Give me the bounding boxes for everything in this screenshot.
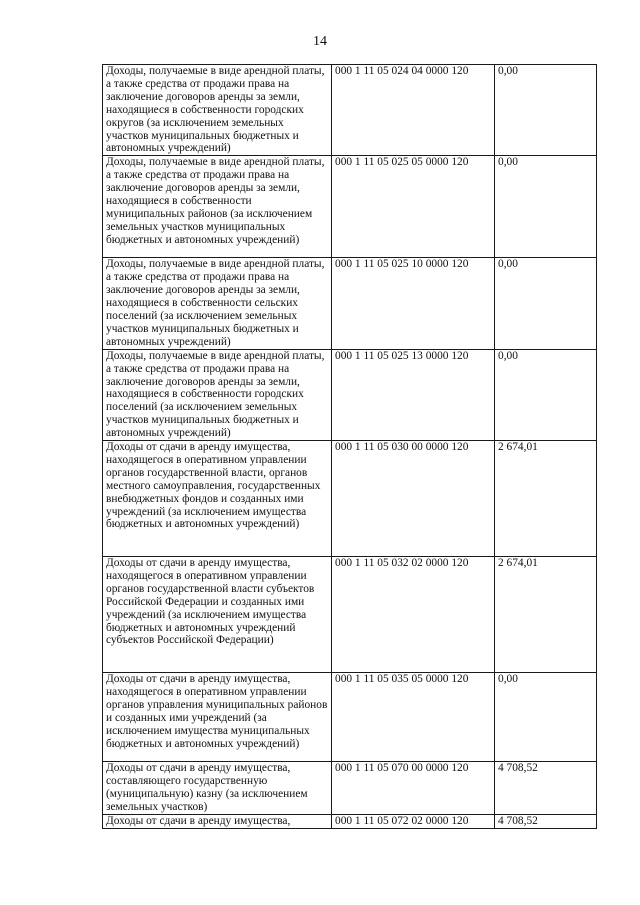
revenue-name-cell: Доходы от сдачи в аренду имущества, bbox=[103, 814, 332, 828]
revenue-name-cell: Доходы от сдачи в аренду имущества, находящегося в оперативном управлении органов управления муниципальных районов и созданных ими учреждений (за исключением имущества муниципальных бюджетных и автономных учреждений) bbox=[103, 673, 332, 762]
amount-cell: 0,00 bbox=[495, 65, 597, 156]
amount-cell: 0,00 bbox=[495, 156, 597, 258]
table-row bbox=[103, 441, 597, 557]
amount-cell: 0,00 bbox=[495, 349, 597, 440]
page-number: 14 bbox=[313, 34, 327, 49]
revenue-name-cell: Доходы от сдачи в аренду имущества, находящегося в оперативном управлении органов государственной власти субъектов Российской Федерации и созданных ими учреждений (за исключением имущества бюджетных и автономных учреждений субъектов Российской Федерации) bbox=[103, 557, 332, 673]
revenue-table bbox=[102, 64, 597, 829]
budget-code-cell: 000 1 11 05 025 05 0000 120 bbox=[332, 156, 495, 258]
budget-code-cell: 000 1 11 05 072 02 0000 120 bbox=[332, 814, 495, 828]
revenue-name-cell: Доходы, получаемые в виде арендной платы, а также средства от продажи права на заключение договоров аренды за земли, находящиеся в собственности сельских поселений (за исключением земельных участков муниципальных бюджетных и автономных учреждений) bbox=[103, 258, 332, 349]
table-row bbox=[103, 762, 597, 815]
amount-cell: 4 708,52 bbox=[495, 814, 597, 828]
revenue-name-cell: Доходы, получаемые в виде арендной платы, а также средства от продажи права на заключение договоров аренды за земли, находящиеся в собственности городских округов (за исключением земельных участков муниципальных бюджетных и автономных учреждений) bbox=[103, 65, 332, 156]
amount-cell: 4 708,52 bbox=[495, 762, 597, 815]
table-row bbox=[103, 349, 597, 440]
table-row bbox=[103, 814, 597, 828]
table-row bbox=[103, 258, 597, 349]
amount-cell: 2 674,01 bbox=[495, 557, 597, 673]
budget-code-cell: 000 1 11 05 025 10 0000 120 bbox=[332, 258, 495, 349]
revenue-name-cell: Доходы, получаемые в виде арендной платы, а также средства от продажи права на заключение договоров аренды за земли, находящиеся в собственности городских поселений (за исключением земельных участков муниципальных бюджетных и автономных учреждений) bbox=[103, 349, 332, 440]
budget-code-cell: 000 1 11 05 030 00 0000 120 bbox=[332, 441, 495, 557]
budget-code-cell: 000 1 11 05 025 13 0000 120 bbox=[332, 349, 495, 440]
amount-cell: 2 674,01 bbox=[495, 441, 597, 557]
table-row bbox=[103, 156, 597, 258]
revenue-name-cell: Доходы от сдачи в аренду имущества, составляющего государственную (муниципальную) казну (за исключением земельных участков) bbox=[103, 762, 332, 815]
amount-cell: 0,00 bbox=[495, 673, 597, 762]
budget-code-cell: 000 1 11 05 032 02 0000 120 bbox=[332, 557, 495, 673]
table-row bbox=[103, 557, 597, 673]
revenue-name-cell: Доходы, получаемые в виде арендной платы, а также средства от продажи права на заключение договоров аренды за земли, находящиеся в собственности муниципальных районов (за исключением земельных участков муниципальных бюджетных и автономных учреждений) bbox=[103, 156, 332, 258]
table-row bbox=[103, 673, 597, 762]
budget-code-cell: 000 1 11 05 024 04 0000 120 bbox=[332, 65, 495, 156]
budget-code-cell: 000 1 11 05 035 05 0000 120 bbox=[332, 673, 495, 762]
budget-code-cell: 000 1 11 05 070 00 0000 120 bbox=[332, 762, 495, 815]
revenue-name-cell: Доходы от сдачи в аренду имущества, находящегося в оперативном управлении органов государственной власти, органов местного самоуправления, государственных внебюджетных фондов и созданных ими учреждений (за исключением имущества бюджетных и автономных учреждений) bbox=[103, 441, 332, 557]
amount-cell: 0,00 bbox=[495, 258, 597, 349]
table-row bbox=[103, 65, 597, 156]
